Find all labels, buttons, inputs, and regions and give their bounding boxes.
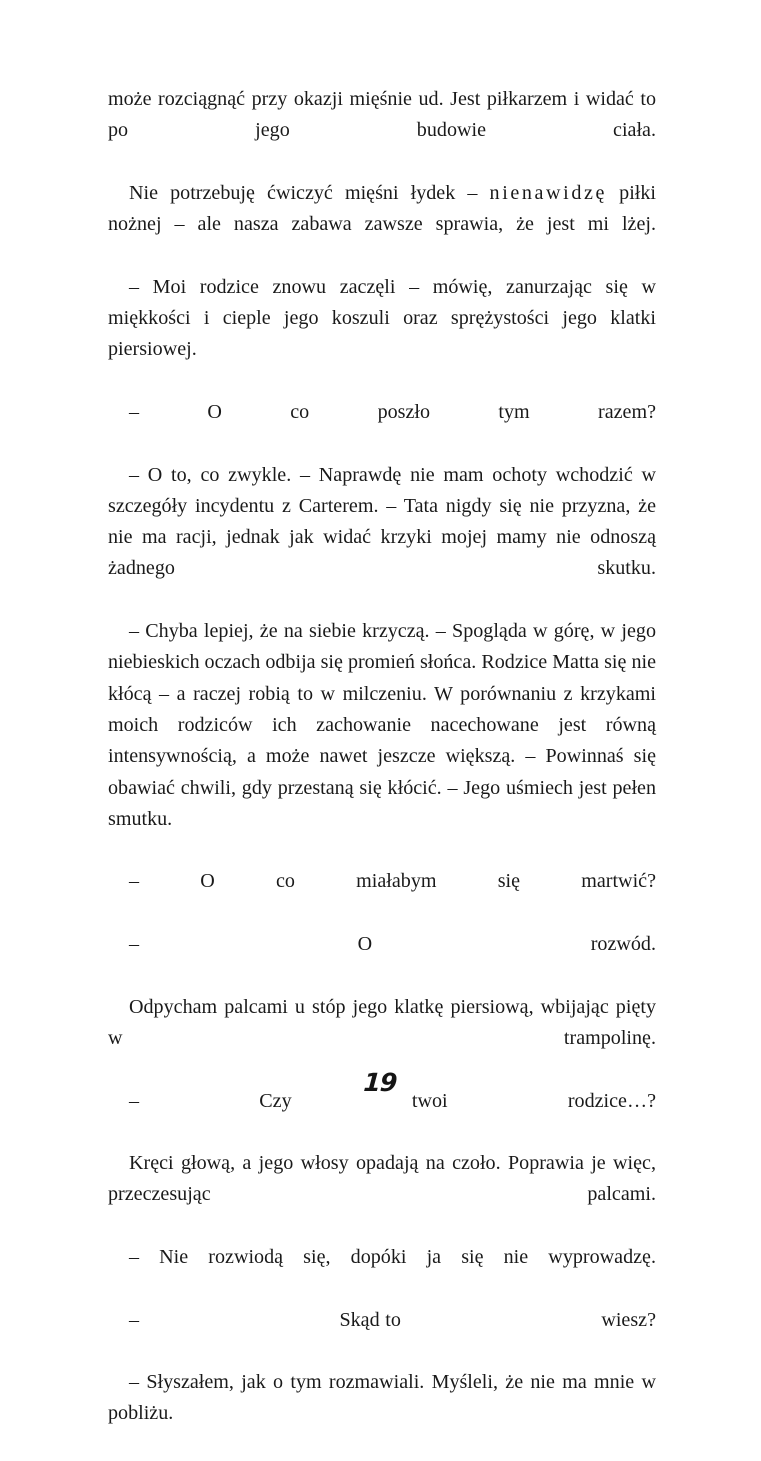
paragraph: – O co poszło tym razem? [129, 400, 656, 423]
page-text-block [108, 84, 656, 1461]
paragraph: – O rozwód. [129, 933, 656, 956]
emphasis-letterspaced: nienawidzę [489, 181, 608, 204]
paragraph: – Chyba lepiej, że na siebie krzyczą. – Spogląda w górę, w jego niebieskich oczach odbija się promień słońca. Rodzice Matta się nie kłócą – a raczej robią to w milczeniu. W porównaniu z krzykami moich rodziców ich zachowanie nacechowane jest równą intensywnością, a może nawet jeszcze większą. – Powinnaś się obawiać chwili, gdy przestaną się kłócić. – Jego uśmiech jest pełen smutku. [108, 620, 656, 830]
page-number: 19 [362, 1068, 398, 1097]
paragraph-text-after: to wiesz? [385, 1308, 656, 1331]
paragraph: – Czy twoi rodzice…? [129, 1089, 656, 1112]
paragraph: Kręci głową, a jego włosy opadają na czoło. Poprawia je więc, przeczesując palcami. [108, 1152, 656, 1206]
paragraph: Odpycham palcami u stóp jego klatkę piersiową, wbijając pięty w trampolinę. [108, 995, 656, 1049]
paragraph [108, 1305, 656, 1368]
paragraph-text-after: piłki nożnej – ale nasza zabawa zawsze sprawia, że jest mi lżej. [108, 181, 656, 236]
paragraph: – Nie rozwiodą się, dopóki ja się nie wyprowadzę. [129, 1245, 656, 1268]
paragraph: – Słyszałem, jak o tym rozmawiali. Myśleli, że nie ma mnie w pobliżu. [108, 1371, 656, 1425]
paragraph: może rozciągnąć przy okazji mięśnie ud. Jest piłkarzem i widać to po jego budowie ciała. [108, 88, 656, 142]
paragraph-text-before: Nie potrzebuję ćwiczyć mięśni łydek – [129, 181, 490, 204]
paragraph: – O to, co zwykle. – Naprawdę nie mam ochoty wchodzić w szczegóły incydentu z Carterem. – Tata nigdy się nie przyzna, że nie ma racji, jednak jak widać krzyki mojej mamy nie odnoszą żadnego skutku. [108, 463, 656, 580]
paragraph: – Moi rodzice znowu zaczęli – mówię, zanurzając się w miękkości i cieple jego koszuli oraz sprężystości jego klatki piersiowej. [108, 275, 656, 361]
paragraph: – O co miałabym się martwić? [129, 870, 656, 893]
paragraph [108, 178, 656, 272]
paragraph-text-before: – Skąd [129, 1308, 380, 1331]
